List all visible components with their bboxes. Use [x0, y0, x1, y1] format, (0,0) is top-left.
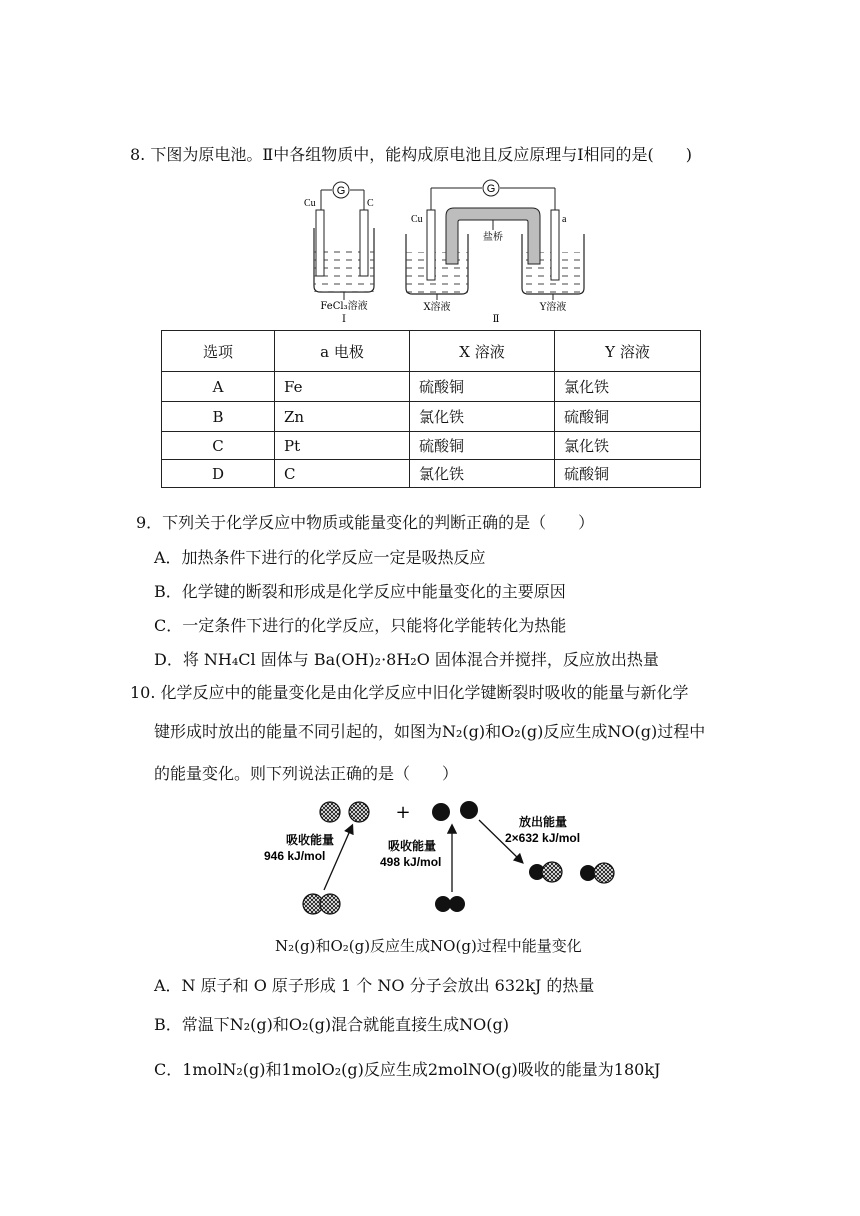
nitrogen-atom-icon	[542, 862, 562, 882]
q10-stem-line2: 键形成时放出的能量不同引起的，如图为N₂(g)和O₂(g)反应生成NO(g)过程中	[154, 722, 706, 741]
solution-label-y: Y溶液	[539, 302, 567, 313]
electrode-label-cu: Cu	[304, 198, 316, 209]
galvanic-cell-diagram	[296, 176, 586, 326]
table-row	[162, 402, 701, 432]
galvanometer-label: G	[486, 183, 496, 195]
electrode-label-c: C	[367, 198, 374, 209]
table-cell: Zn	[275, 402, 410, 432]
oxygen-atom-icon	[449, 896, 465, 912]
table-cell: Fe	[275, 372, 410, 402]
q10-option-c: C．1molN₂(g)和1molO₂(g)反应生成2molNO(g)吸收的能量为180kJ	[154, 1060, 661, 1079]
table-cell: 硫酸铜	[410, 432, 555, 460]
q8-stem: 8. 下图为原电池。Ⅱ中各组物质中，能构成原电池且反应原理与Ⅰ相同的是( )	[130, 145, 693, 164]
cell-label-two: Ⅱ	[492, 314, 500, 325]
table-cell: 硫酸铜	[555, 402, 701, 432]
table-cell: A	[162, 372, 275, 402]
salt-bridge-label: 盐桥	[483, 232, 503, 243]
table-cell: 氯化铁	[555, 432, 701, 460]
table-cell: 氯化铁	[410, 402, 555, 432]
n2-absorb-label: 吸收能量	[286, 833, 335, 847]
table-cell: Pt	[275, 432, 410, 460]
table-header: 选项	[162, 331, 275, 372]
nitrogen-atom-icon	[320, 894, 340, 914]
table-cell: 氯化铁	[410, 460, 555, 488]
nitrogen-atom-icon	[320, 802, 340, 822]
q10-stem-line3: 的能量变化。则下列说法正确的是（ ）	[154, 764, 459, 783]
table-cell: 硫酸铜	[555, 460, 701, 488]
q10-stem-line1: 10. 化学反应中的能量变化是由化学反应中旧化学键断裂时吸收的能量与新化学	[130, 683, 689, 702]
table-cell: C	[275, 460, 410, 488]
table-row	[162, 460, 701, 488]
nitrogen-atom-icon	[349, 802, 369, 822]
table-cell: C	[162, 432, 275, 460]
table-cell: 硫酸铜	[410, 372, 555, 402]
solution-label-x: X溶液	[423, 302, 451, 313]
o2-absorb-value: 498 kJ/mol	[380, 855, 442, 869]
q10-option-b: B．常温下N₂(g)和O₂(g)混合就能直接生成NO(g)	[154, 1015, 510, 1034]
q9-option-a: A．加热条件下进行的化学反应一定是吸热反应	[154, 548, 486, 567]
table-row	[162, 372, 701, 402]
table-cell: 氯化铁	[555, 372, 701, 402]
q9-option-d: D．将 NH₄Cl 固体与 Ba(OH)₂·8H₂O 固体混合并搅拌，反应放出热量	[154, 650, 659, 669]
figure-caption: N₂(g)和O₂(g)反应生成NO(g)过程中能量变化	[275, 937, 582, 955]
oxygen-atom-icon	[435, 896, 451, 912]
table-cell: B	[162, 402, 275, 432]
table-cell: D	[162, 460, 275, 488]
cell-two	[406, 180, 584, 325]
q10-option-a: A．N 原子和 O 原子形成 1 个 NO 分子会放出 632kJ 的热量	[154, 976, 595, 995]
release-value: 2×632 kJ/mol	[505, 831, 581, 845]
q9-option-c: C．一定条件下进行的化学反应，只能将化学能转化为热能	[154, 616, 567, 635]
table-header-row	[162, 331, 701, 372]
oxygen-atom-icon	[460, 801, 478, 819]
nitrogen-atom-icon	[594, 863, 614, 883]
n2-absorb-value: 946 kJ/mol	[264, 849, 326, 863]
oxygen-atom-icon	[432, 803, 450, 821]
release-label: 放出能量	[519, 815, 568, 829]
electrode-label-cu: Cu	[411, 214, 423, 225]
solution-label-fecl3: FeCl₃溶液	[320, 301, 368, 312]
table-header: X 溶液	[410, 331, 555, 372]
table-header: Y 溶液	[555, 331, 701, 372]
table-row	[162, 432, 701, 460]
galvanometer-label: G	[336, 185, 346, 197]
q9-stem: 9．下列关于化学反应中物质或能量变化的判断正确的是（ ）	[136, 513, 595, 532]
bond-energy-figure	[264, 794, 626, 924]
table-header: a 电极	[275, 331, 410, 372]
electrode-label-a: a	[562, 214, 567, 225]
plus-sign: +	[395, 802, 411, 823]
o2-absorb-label: 吸收能量	[388, 839, 437, 853]
cell-label-one: Ⅰ	[342, 314, 346, 325]
cell-one	[304, 182, 374, 325]
q8-options-table	[161, 330, 701, 488]
q9-option-b: B．化学键的断裂和形成是化学反应中能量变化的主要原因	[154, 582, 566, 601]
